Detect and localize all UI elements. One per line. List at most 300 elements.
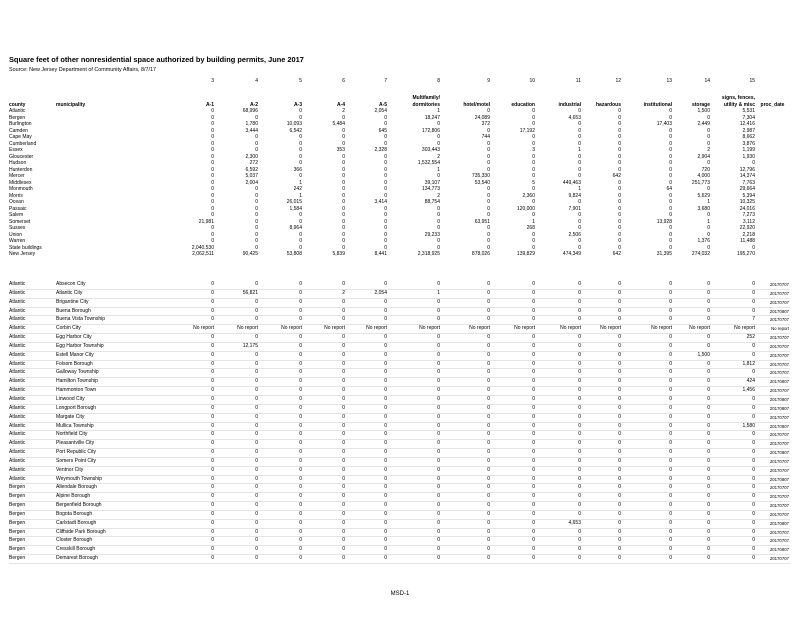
municipality-name: Absecon City xyxy=(56,281,169,289)
value-cell: 0 xyxy=(536,422,582,431)
value-cell: 2,004 xyxy=(245,179,258,186)
value-cell: 0 xyxy=(669,108,672,114)
value-cell: 0 xyxy=(711,369,756,378)
county-name: Atlantic xyxy=(9,422,56,431)
value-cell: 0 xyxy=(536,404,582,413)
value-cell: 1 xyxy=(578,186,581,192)
value-cell: 272 xyxy=(249,160,258,166)
value-cell: 0 xyxy=(215,431,259,440)
value-cell: 0 xyxy=(669,199,672,205)
value-cell: 22,920 xyxy=(739,225,755,231)
value-cell: 68,996 xyxy=(242,108,258,114)
value-cell: 0 xyxy=(299,244,302,251)
report-source: Source: New Jersey Department of Community Affairs, 8/7/17 xyxy=(9,67,157,73)
value-cell: 0 xyxy=(211,127,214,134)
value-cell: 0 xyxy=(673,378,711,387)
value-cell: 0 xyxy=(259,307,303,316)
value-cell: 735,330 xyxy=(471,173,490,179)
value-cell: 0 xyxy=(707,225,710,231)
value-cell: 0 xyxy=(532,166,535,173)
value-cell: 0 xyxy=(532,231,535,238)
value-cell: 0 xyxy=(342,140,345,147)
value-cell: 4,000 xyxy=(697,173,710,179)
value-cell: 0 xyxy=(342,225,345,231)
value-cell: 0 xyxy=(259,298,303,307)
value-cell: 0 xyxy=(532,114,535,121)
value-cell: 0 xyxy=(169,466,215,475)
value-cell: 0 xyxy=(622,369,673,378)
value-cell: 0 xyxy=(342,134,345,140)
value-cell: 0 xyxy=(388,351,441,360)
value-cell: 274,032 xyxy=(691,251,710,257)
value-cell: 0 xyxy=(215,298,259,307)
value-cell: 0 xyxy=(342,205,345,212)
value-cell: 0 xyxy=(169,510,215,519)
value-cell: 0 xyxy=(215,281,259,289)
value-cell: 0 xyxy=(622,502,673,511)
value-cell: 0 xyxy=(346,360,388,369)
value-cell: 0 xyxy=(582,440,622,449)
header-column: storage xyxy=(691,101,710,108)
header-column: hazardous xyxy=(595,101,621,108)
county-name: Cape May xyxy=(9,134,32,140)
county-name: Cumberland xyxy=(9,140,37,147)
value-cell: 0 xyxy=(255,225,258,231)
value-cell: 0 xyxy=(536,555,582,564)
value-cell: 0 xyxy=(618,153,621,160)
value-cell: 0 xyxy=(491,307,536,316)
county-name: Bergen xyxy=(9,502,56,511)
value-cell: 0 xyxy=(441,351,491,360)
value-cell: 0 xyxy=(491,528,536,537)
value-cell: 0 xyxy=(582,528,622,537)
value-cell: 53,540 xyxy=(474,179,490,186)
value-cell: No report xyxy=(346,325,388,334)
value-cell: 0 xyxy=(669,205,672,212)
municipality-row xyxy=(9,555,790,564)
value-cell: 2,054 xyxy=(346,289,388,298)
value-cell: 0 xyxy=(618,160,621,166)
value-cell: 0 xyxy=(384,244,387,251)
value-cell: 0 xyxy=(673,298,711,307)
county-name: Atlantic xyxy=(9,378,56,387)
value-cell: 0 xyxy=(673,369,711,378)
value-cell: 0 xyxy=(707,160,710,166)
value-cell: 0 xyxy=(582,510,622,519)
value-cell: 0 xyxy=(707,244,710,251)
value-cell: 0 xyxy=(259,360,303,369)
county-summary-table xyxy=(9,76,790,258)
value-cell: 195,270 xyxy=(736,251,755,257)
municipality-row xyxy=(9,457,790,466)
value-cell: 0 xyxy=(342,160,345,166)
value-cell: 0 xyxy=(582,546,622,555)
municipality-name: Linwood City xyxy=(56,395,169,404)
value-cell: 0 xyxy=(669,192,672,199)
value-cell: 0 xyxy=(437,173,440,179)
value-cell: 0 xyxy=(491,298,536,307)
value-cell: 0 xyxy=(215,484,259,493)
value-cell: 0 xyxy=(255,205,258,212)
value-cell: 0 xyxy=(441,493,491,502)
county-name: Atlantic xyxy=(9,108,26,114)
value-cell: 0 xyxy=(169,316,215,325)
value-cell: 0 xyxy=(622,440,673,449)
value-cell: 0 xyxy=(487,205,490,212)
value-cell: 0 xyxy=(673,510,711,519)
value-cell: 0 xyxy=(491,360,536,369)
value-cell: 0 xyxy=(215,369,259,378)
value-cell: No report xyxy=(441,325,491,334)
proc-date-cell: 20170807 xyxy=(756,395,790,404)
county-name: Atlantic xyxy=(9,413,56,422)
value-cell: 0 xyxy=(673,537,711,546)
value-cell: No report xyxy=(491,325,536,334)
value-cell: 0 xyxy=(215,360,259,369)
value-cell: 0 xyxy=(346,387,388,396)
value-cell: 1 xyxy=(707,199,710,205)
municipality-row xyxy=(9,404,790,413)
value-cell: 0 xyxy=(342,173,345,179)
proc-date-cell: 20170807 xyxy=(756,475,790,484)
municipality-row xyxy=(9,519,790,528)
value-cell: 0 xyxy=(299,114,302,121)
value-cell: 2,328 xyxy=(374,147,387,153)
value-cell: 0 xyxy=(536,342,582,351)
value-cell: 0 xyxy=(342,179,345,186)
value-cell: 0 xyxy=(388,519,441,528)
value-cell: 0 xyxy=(578,212,581,218)
value-cell: 0 xyxy=(384,153,387,160)
column-number: 10 xyxy=(529,77,535,84)
value-cell: 0 xyxy=(215,307,259,316)
value-cell: 0 xyxy=(487,212,490,218)
value-cell: 0 xyxy=(259,351,303,360)
value-cell: 0 xyxy=(669,179,672,186)
value-cell: 0 xyxy=(169,289,215,298)
value-cell: 0 xyxy=(215,546,259,555)
value-cell: 0 xyxy=(669,140,672,147)
value-cell: 0 xyxy=(169,537,215,546)
value-cell: 0 xyxy=(673,404,711,413)
proc-date-cell: 20170707 xyxy=(756,457,790,466)
value-cell: 0 xyxy=(711,493,756,502)
value-cell: 0 xyxy=(673,449,711,458)
value-cell: 0 xyxy=(673,457,711,466)
value-cell: 8,964 xyxy=(289,225,302,231)
value-cell: 0 xyxy=(384,186,387,192)
value-cell: 0 xyxy=(346,404,388,413)
value-cell: 1,780 xyxy=(245,121,258,127)
value-cell: 0 xyxy=(669,166,672,173)
value-cell: 0 xyxy=(622,289,673,298)
value-cell: 0 xyxy=(384,160,387,166)
value-cell: 0 xyxy=(169,528,215,537)
value-cell: 0 xyxy=(342,192,345,199)
value-cell: 0 xyxy=(487,160,490,166)
municipality-name: Alpine Borough xyxy=(56,493,169,502)
value-cell: 0 xyxy=(215,493,259,502)
value-cell: 0 xyxy=(487,140,490,147)
municipality-name: Egg Harbor Township xyxy=(56,342,169,351)
value-cell: 1,199 xyxy=(742,147,755,153)
value-cell: 0 xyxy=(255,186,258,192)
value-cell: 7,901 xyxy=(568,205,581,212)
value-cell: 0 xyxy=(711,342,756,351)
value-cell: 0 xyxy=(582,378,622,387)
value-cell: 0 xyxy=(622,360,673,369)
value-cell: 3 xyxy=(532,147,535,153)
value-cell: 0 xyxy=(211,186,214,192)
value-cell: 0 xyxy=(532,153,535,160)
value-cell: 0 xyxy=(388,457,441,466)
value-cell: 8,662 xyxy=(742,134,755,140)
value-cell: 0 xyxy=(388,378,441,387)
proc-date-cell: 20170807 xyxy=(756,449,790,458)
county-name: Sussex xyxy=(9,225,26,231)
value-cell: 0 xyxy=(215,316,259,325)
value-cell: 0 xyxy=(211,231,214,238)
value-cell: 0 xyxy=(303,466,346,475)
value-cell: 0 xyxy=(536,360,582,369)
column-number-row xyxy=(9,76,790,84)
value-cell: 5,839 xyxy=(332,251,345,257)
value-cell: 2,318,925 xyxy=(417,251,440,257)
value-cell: 720 xyxy=(701,166,710,173)
value-cell: 0 xyxy=(622,457,673,466)
value-cell: 0 xyxy=(487,231,490,238)
value-cell: 0 xyxy=(211,179,214,186)
value-cell: 0 xyxy=(259,378,303,387)
value-cell: 0 xyxy=(618,121,621,127)
value-cell: 0 xyxy=(711,395,756,404)
value-cell: 0 xyxy=(259,475,303,484)
value-cell: 0 xyxy=(669,134,672,140)
value-cell: 0 xyxy=(622,378,673,387)
value-cell: 0 xyxy=(491,546,536,555)
value-cell: 0 xyxy=(711,528,756,537)
county-name: Atlantic xyxy=(9,281,56,289)
value-cell: 0 xyxy=(346,537,388,546)
value-cell: 0 xyxy=(578,121,581,127)
value-cell: 0 xyxy=(536,395,582,404)
value-cell: 0 xyxy=(669,244,672,251)
value-cell: 0 xyxy=(388,537,441,546)
value-cell: 0 xyxy=(215,466,259,475)
value-cell: 0 xyxy=(169,484,215,493)
value-cell: 0 xyxy=(303,484,346,493)
value-cell: 0 xyxy=(299,140,302,147)
value-cell: 0 xyxy=(346,519,388,528)
proc-date-cell: 20170807 xyxy=(756,307,790,316)
value-cell: 0 xyxy=(532,134,535,140)
proc-date-cell: 20170807 xyxy=(756,378,790,387)
value-cell: 0 xyxy=(491,413,536,422)
value-cell: 0 xyxy=(346,281,388,289)
value-cell: 0 xyxy=(622,510,673,519)
municipality-name: Longport Borough xyxy=(56,404,169,413)
municipality-name: Galloway Township xyxy=(56,369,169,378)
value-cell: 1,500 xyxy=(673,351,711,360)
value-cell: 0 xyxy=(618,199,621,205)
proc-date-cell: 20170807 xyxy=(756,519,790,528)
value-cell: 0 xyxy=(388,281,441,289)
county-row xyxy=(9,251,790,258)
value-cell: 0 xyxy=(303,422,346,431)
value-cell: 7,273 xyxy=(742,212,755,218)
value-cell: 0 xyxy=(622,281,673,289)
value-cell: 0 xyxy=(582,369,622,378)
municipality-row xyxy=(9,431,790,440)
value-cell: 0 xyxy=(303,316,346,325)
county-name: Ocean xyxy=(9,199,24,205)
value-cell: No report xyxy=(536,325,582,334)
value-cell: 0 xyxy=(582,457,622,466)
value-cell: 0 xyxy=(346,502,388,511)
proc-date-cell: 20170807 xyxy=(756,422,790,431)
county-name: Bergen xyxy=(9,546,56,555)
value-cell: 0 xyxy=(441,484,491,493)
value-cell: 0 xyxy=(215,395,259,404)
value-cell: 0 xyxy=(169,546,215,555)
municipality-row xyxy=(9,537,790,546)
value-cell: 0 xyxy=(618,244,621,251)
value-cell: 0 xyxy=(622,493,673,502)
value-cell: 0 xyxy=(346,334,388,343)
value-cell: 0 xyxy=(441,281,491,289)
value-cell: 0 xyxy=(622,466,673,475)
value-cell: 0 xyxy=(303,555,346,564)
value-cell: 0 xyxy=(211,225,214,231)
value-cell: 0 xyxy=(169,493,215,502)
header-county: county xyxy=(9,101,26,108)
municipality-row xyxy=(9,440,790,449)
value-cell: 0 xyxy=(532,199,535,205)
value-cell: 0 xyxy=(711,466,756,475)
value-cell: No report xyxy=(622,325,673,334)
value-cell: 0 xyxy=(711,298,756,307)
value-cell: 0 xyxy=(437,134,440,140)
value-cell: 0 xyxy=(491,519,536,528)
value-cell: 0 xyxy=(673,493,711,502)
value-cell: 0 xyxy=(578,218,581,225)
value-cell: 0 xyxy=(536,413,582,422)
value-cell: 0 xyxy=(669,127,672,134)
county-name: State buildings xyxy=(9,244,42,251)
value-cell: 88,754 xyxy=(424,199,440,205)
value-cell: 0 xyxy=(491,281,536,289)
value-cell: 0 xyxy=(259,519,303,528)
value-cell: 0 xyxy=(215,440,259,449)
municipality-name: Atlantic City xyxy=(56,289,169,298)
value-cell: 0 xyxy=(582,413,622,422)
value-cell: 0 xyxy=(536,502,582,511)
value-cell: 0 xyxy=(532,108,535,114)
value-cell: 0 xyxy=(487,153,490,160)
value-cell: 17,192 xyxy=(519,127,535,134)
value-cell: 0 xyxy=(669,225,672,231)
value-cell: 0 xyxy=(491,502,536,511)
municipality-name: Bogota Borough xyxy=(56,510,169,519)
value-cell: 303,443 xyxy=(421,147,440,153)
value-cell: 0 xyxy=(437,225,440,231)
value-cell: 0 xyxy=(388,502,441,511)
value-cell: 0 xyxy=(346,378,388,387)
proc-date-cell: 20170707 xyxy=(756,342,790,351)
county-name: Bergen xyxy=(9,510,56,519)
value-cell: 0 xyxy=(211,173,214,179)
county-name: Monmouth xyxy=(9,186,33,192)
value-cell: 0 xyxy=(346,413,388,422)
municipality-name: Hammonton Town xyxy=(56,387,169,396)
municipality-name: Bergenfield Borough xyxy=(56,502,169,511)
value-cell: 5,531 xyxy=(742,108,755,114)
value-cell: 0 xyxy=(578,225,581,231)
proc-date-cell: 20170707 xyxy=(756,387,790,396)
value-cell: 0 xyxy=(711,289,756,298)
value-cell: 0 xyxy=(582,360,622,369)
value-cell: 0 xyxy=(622,519,673,528)
value-cell: 0 xyxy=(582,334,622,343)
value-cell: 0 xyxy=(388,316,441,325)
value-cell: 268 xyxy=(526,225,535,231)
value-cell: 0 xyxy=(388,395,441,404)
value-cell: 0 xyxy=(303,404,346,413)
value-cell: 0 xyxy=(437,140,440,147)
value-cell: 0 xyxy=(215,555,259,564)
value-cell: 0 xyxy=(259,316,303,325)
value-cell: 0 xyxy=(441,528,491,537)
value-cell: 0 xyxy=(169,457,215,466)
value-cell: 0 xyxy=(211,147,214,153)
value-cell: 0 xyxy=(711,510,756,519)
value-cell: 0 xyxy=(169,449,215,458)
county-name: Atlantic xyxy=(9,307,56,316)
value-cell: 0 xyxy=(532,121,535,127)
value-cell: 1 xyxy=(437,166,440,173)
value-cell: 0 xyxy=(346,555,388,564)
value-cell: 0 xyxy=(618,186,621,192)
value-cell: 0 xyxy=(211,134,214,140)
value-cell: 0 xyxy=(536,510,582,519)
value-cell: 0 xyxy=(441,298,491,307)
municipality-row xyxy=(9,528,790,537)
value-cell: 0 xyxy=(711,546,756,555)
value-cell: 0 xyxy=(441,457,491,466)
municipality-row xyxy=(9,351,790,360)
value-cell: 0 xyxy=(441,316,491,325)
value-cell: 0 xyxy=(437,238,440,244)
value-cell: 0 xyxy=(582,475,622,484)
value-cell: 11,488 xyxy=(740,238,755,244)
value-cell: 0 xyxy=(303,546,346,555)
value-cell: 0 xyxy=(169,502,215,511)
value-cell: 0 xyxy=(299,147,302,153)
value-cell: 0 xyxy=(582,387,622,396)
value-cell: 0 xyxy=(491,342,536,351)
value-cell: 0 xyxy=(707,134,710,140)
county-name: Atlantic xyxy=(9,457,56,466)
value-cell: 0 xyxy=(388,546,441,555)
value-cell: 2 xyxy=(303,289,346,298)
column-number: 12 xyxy=(615,77,621,84)
value-cell: 14,374 xyxy=(739,173,755,179)
value-cell: 0 xyxy=(622,334,673,343)
value-cell: 134,773 xyxy=(421,186,440,192)
value-cell: 10,093 xyxy=(286,121,302,127)
value-cell: 0 xyxy=(536,334,582,343)
county-name: Atlantic xyxy=(9,440,56,449)
